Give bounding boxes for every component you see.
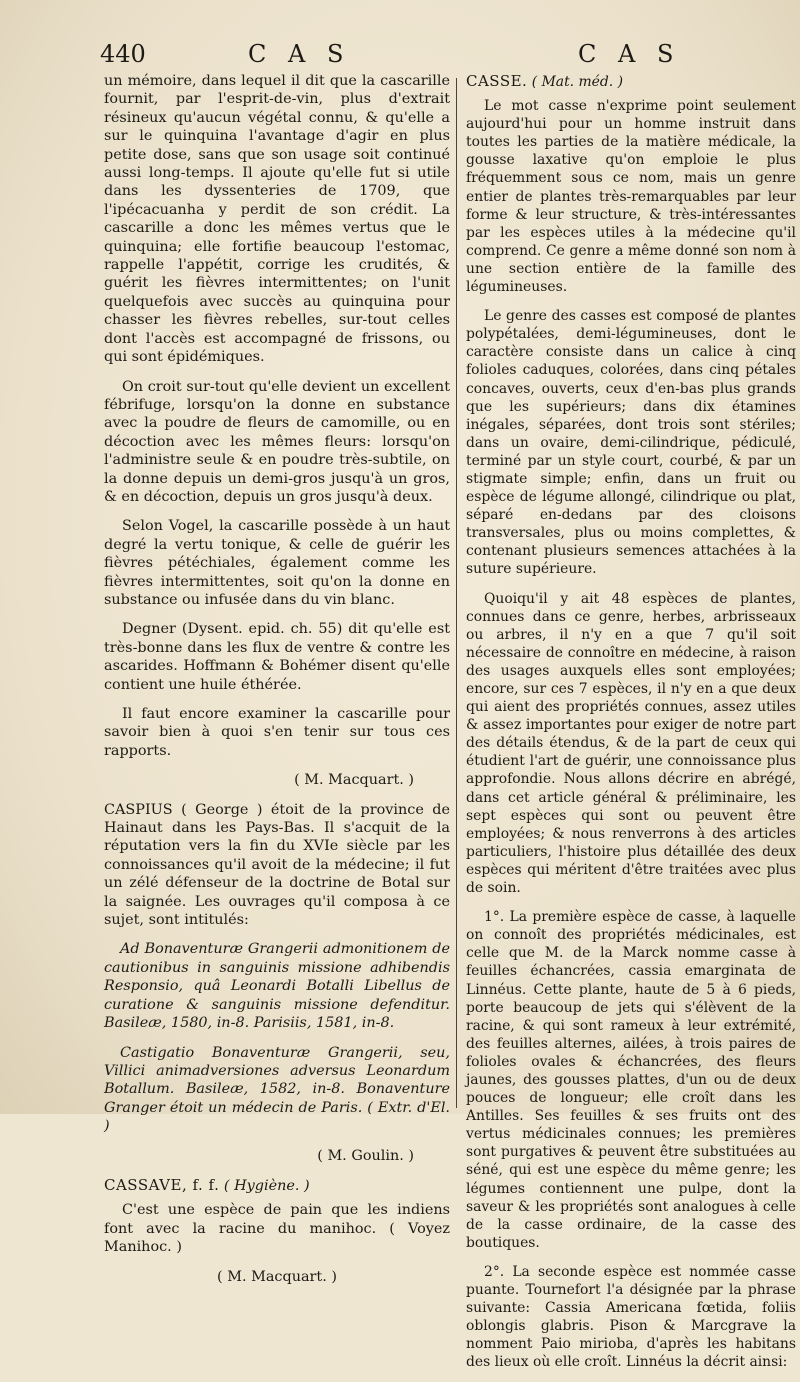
bibliography-citation: Ad Bonaventuræ Grangerii admonitionem de cautionibus in sanguinis missione adhibendis Responsio, quâ Leonardi Botalli Libellus de curatione & sanguinis missione defenditur. Basileæ, 1580, in-8. Parisiis, 1581, in-8. xyxy=(104,941,450,1032)
entry-headword: CASSE. xyxy=(466,72,528,90)
casse-genus-paragraph: Le genre des casses est composé de plantes polypétalées, demi-légumineuses, dont le caractère consiste dans un calice à cinq folioles caduques, colorées, dans cinq pétales concaves, ouverts, ceux d'en-bas plus grands que les supérieurs; dans dix étamines inégales, séparées, dont trois sont stériles; dans un ovaire, demi-cilindrique, pédiculé, terminé par un style court, courbé, & par un stigmate simple; enfin, dans un fruit ou espèce de légume allongé, cilindrique ou plat, séparé en-dedans par des cloisons transversales, plus ou moins complettes, & contenant plusieurs semences attachées à la suture supérieure. xyxy=(466,308,796,578)
author-signature: ( M. Macquart. ) xyxy=(217,1268,337,1285)
caspius-entry xyxy=(104,801,450,930)
entry-body: ( George ) étoit de la province de Hainaut dans les Pays-Bas. Il s'acquit de la réputation vers la fin du XVIe siècle par les connoissances qu'il avoit de la médecine; il fut un zélé défenseur de la doctrine de Botal sur la saignée. Les ouvrages qu'il composa à ce sujet, sont intitulés: xyxy=(104,801,450,929)
second-species-paragraph: 2°. La seconde espèce est nommée casse puante. Tournefort l'a désignée par la phrase suivante: Cassia Americana fœtida, foliis oblongis glabris. Pison & Marcgrave la nomment Paio mirioba, d'après les habitans des lieux où elle croît. Linnéus la décrit ainsi: xyxy=(466,1263,796,1371)
author-signature: ( M. Macquart. ) xyxy=(294,772,414,789)
casse-definition-paragraph: Le mot casse n'exprime point seulement aujourd'hui pour un homme instruit dans toutes les parties de la matière médicale, la gousse laxative qu'on emploie le plus fréquemment sous ce nom, mais un genre entier de plantes très-remarquables par leur forme & leur structure, & très-intéressantes par les espèces utiles à la médecine qu'il comprend. Ce genre a même donné son nom à une section entière de la famille des légumineuses. xyxy=(466,98,796,296)
author-signature: ( M. Goulin. ) xyxy=(317,1147,414,1164)
cassave-paragraph: C'est une espèce de pain que les indiens font avec la racine du manihoc. ( Voyez Manihoc. ) xyxy=(104,1202,450,1256)
page-header xyxy=(100,36,790,70)
entry-category: ( Hygiène. ) xyxy=(223,1177,310,1194)
running-head-right: C A S xyxy=(578,40,681,68)
casse-entry-heading xyxy=(466,72,796,91)
first-species-paragraph: 1°. La première espèce de casse, à laquelle on connoît des propriétés médicinales, est celle que M. de la Marck nomme casse à feuilles échancrées, cassia emarginata de Linnéus. Cette plante, haute de 5 à 6 pieds, porte beaucoup de jets qui s'élèvent de la racine, & qui sont rameux à leur extrémité, des feuilles alternes, ailées, à trois paires de folioles ovales & échancrées, des fleurs jaunes, des gousses plattes, d'un ou de deux pouces de longueur; elle croît dans les Antilles. Ses feuilles & ses fruits ont des vertus médicinales connues; les premières sont purgatives & peuvent être substituées au séné, qui est une espèce du même genre; les légumes contiennent une pulpe, dont la saveur & les propriétés sont analogues à celle de la casse ordinaire, de la casse des boutiques. xyxy=(466,909,796,1251)
entry-headword: CASSAVE, f. f. xyxy=(104,1175,220,1194)
cascarille-continuation-paragraph: un mémoire, dans lequel il dit que la cascarille fournit, par l'esprit-de-vin, plus d'extrait résineux qu'aucun végétal connu, & qu'elle a sur le quinquina l'avantage d'agir en plus petite dose, sans que son usage soit continué aussi long-temps. Il ajoute qu'elle fut si utile dans les dyssenteries de 1709, que l'ipécacuanha y perdit de son crédit. La cascarille a donc les mêmes vertus que le quinquina; elle fortifie beaucoup l'estomac, rappelle l'appétit, corrige les crudités, & guérit les fièvres intermittentes; on l'unit quelquefois avec succès au quinquina pour chasser les fièvres rebelles, sur-tout celles dont l'accès est accompagné de frissons, ou qui sont épidémiques. xyxy=(104,73,450,366)
examination-paragraph: Il faut encore examiner la cascarille pour savoir bien à quoi s'en tenir sur tous ces rapports. xyxy=(104,706,450,759)
entry-headword: CASPIUS xyxy=(104,801,173,818)
left-column xyxy=(104,72,450,1297)
column-divider xyxy=(456,78,457,1108)
vogel-paragraph: Selon Vogel, la cascarille possède à un haut degré la vertu tonique, & celle de guérir les fièvres pétéchiales, également comme les fièvres intermittentes, soit qu'on la donne en substance ou infusée dans du vin blanc. xyxy=(104,518,450,608)
casse-species-paragraph: Quoiqu'il y ait 48 espèces de plantes, connues dans ce genre, herbes, arbrisseaux ou arbres, il n'y en a que 7 qu'il soit nécessaire de connoître en médecine, à raison des usages auxquels elles sont employées; encore, sur ces 7 espèces, il n'y en a que deux qui aient des propriétés connues, assez utiles & assez importantes pour exiger de notre part des détails étendus, & de la part de ceux qui étudient l'art de guérir, une connoissance plus approfondie. Nous allons décrire en abrégé, dans cet article général & préliminaire, les sept espèces qui sont ou peuvent être employées; & nous renverrons à des articles particuliers, l'histoire plus détaillée des deux espèces qui méritent d'être traitées avec plus de soin. xyxy=(466,590,796,897)
entry-category: ( Mat. méd. ) xyxy=(531,74,624,90)
page-number: 440 xyxy=(100,40,146,68)
bibliography-citation: Castigatio Bonaventuræ Grangerii, seu, Villici animadversiones adversus Leonardum Botallum. Basileæ, 1582, in-8. Bonaventure Granger étoit un médecin de Paris. ( Extr. d'El. ) xyxy=(104,1044,450,1135)
right-column xyxy=(466,72,796,1382)
cassave-entry-heading xyxy=(104,1176,450,1195)
degner-paragraph: Degner (Dysent. epid. ch. 55) dit qu'elle est très-bonne dans les flux de ventre & contre les ascarides. Hoffmann & Bohémer disent qu'elle contient une huile éthérée. xyxy=(104,621,450,693)
running-head-left: C A S xyxy=(248,40,351,68)
febrifuge-paragraph: On croit sur-tout qu'elle devient un excellent fébrifuge, lorsqu'on la donne en substance avec la poudre de fleurs de camomille, ou en décoction avec les mêmes fleurs: lorsqu'on l'administre seule & en poudre très-subtile, on la donne depuis un demi-gros jusqu'à un gros, & en décoction, depuis un gros jusqu'à deux. xyxy=(104,378,450,505)
